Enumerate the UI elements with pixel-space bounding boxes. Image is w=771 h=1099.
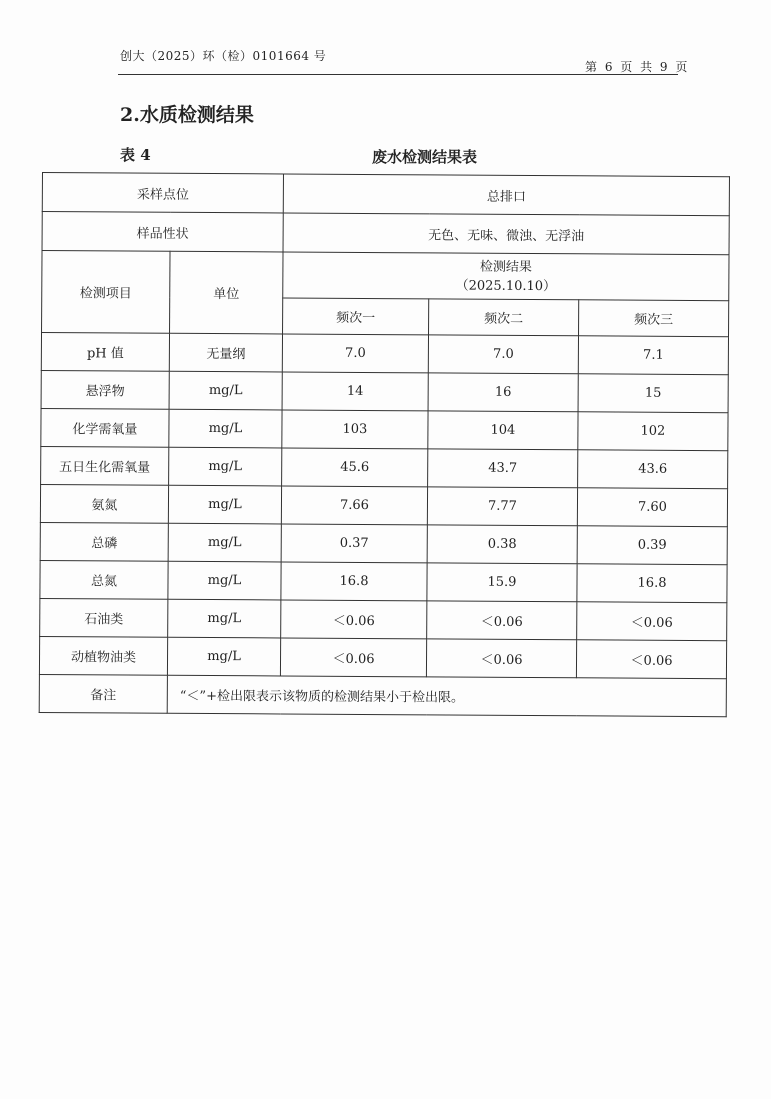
frequency-header: 频次三 <box>579 300 729 337</box>
value-cell: 7.1 <box>578 336 728 375</box>
unit-cell: 无量纲 <box>169 333 282 372</box>
value-cell: ＜0.06 <box>577 602 727 641</box>
value-cell: ＜0.06 <box>280 638 426 677</box>
sample-state-label: 样品性状 <box>42 212 283 252</box>
table-row <box>40 598 727 640</box>
item-cell: 氨氮 <box>40 484 168 523</box>
item-cell: 动植物油类 <box>39 636 167 675</box>
value-cell: 7.0 <box>282 334 428 373</box>
unit-cell: mg/L <box>169 409 282 448</box>
value-cell: 104 <box>428 411 578 450</box>
item-cell: 总氮 <box>40 560 168 599</box>
note-label: 备注 <box>39 674 167 713</box>
value-cell: 43.7 <box>428 449 578 488</box>
item-cell: 五日生化需氧量 <box>41 446 169 485</box>
value-cell: 7.66 <box>281 486 427 525</box>
note-text: “＜”+检出限表示该物质的检测结果小于检出限。 <box>167 675 726 716</box>
table-title: 废水检测结果表 <box>372 148 478 166</box>
value-cell: 16.8 <box>281 562 427 601</box>
value-cell: 43.6 <box>578 450 728 489</box>
item-cell: 悬浮物 <box>41 370 169 409</box>
value-cell: ＜0.06 <box>576 640 726 679</box>
value-cell: ＜0.06 <box>426 639 576 678</box>
sample-state-row <box>42 212 729 255</box>
value-cell: 16.8 <box>577 564 727 603</box>
unit-cell: mg/L <box>169 371 282 410</box>
value-cell: 103 <box>282 410 428 449</box>
frequency-header: 频次一 <box>283 298 429 335</box>
table-body <box>39 173 729 717</box>
value-cell: 102 <box>578 412 728 451</box>
table-row <box>40 560 727 602</box>
unit-cell: mg/L <box>168 561 281 600</box>
sampling-point-value: 总排口 <box>283 174 729 216</box>
value-cell: 7.0 <box>428 335 578 374</box>
item-cell: 石油类 <box>40 598 168 637</box>
table-number: 表 4 <box>120 146 151 164</box>
item-cell: 化学需氧量 <box>41 408 169 447</box>
value-cell: 0.39 <box>577 526 727 565</box>
item-header: 检测项目 <box>42 251 170 334</box>
value-cell: 15.9 <box>427 563 577 602</box>
item-cell: pH 值 <box>41 333 169 372</box>
unit-header: 单位 <box>170 251 284 334</box>
table-row <box>40 484 727 526</box>
unit-cell: mg/L <box>168 599 281 638</box>
value-cell: 45.6 <box>282 448 428 487</box>
value-cell: 0.38 <box>427 525 577 564</box>
table-row <box>40 522 727 564</box>
frequency-header: 频次二 <box>429 299 579 336</box>
table-row <box>41 370 728 412</box>
unit-cell: mg/L <box>168 485 281 524</box>
value-cell: 16 <box>428 373 578 412</box>
result-header-label: 检测结果 <box>479 259 533 275</box>
result-date: （2025.10.10） <box>455 278 557 294</box>
value-cell: 0.37 <box>281 524 427 563</box>
wastewater-results-table <box>39 172 730 717</box>
page-indicator: 第 6 页 共 9 页 <box>585 60 690 74</box>
section-title: 2.水质检测结果 <box>120 104 254 126</box>
item-cell: 总磷 <box>40 522 168 561</box>
table-row <box>41 446 728 488</box>
sample-state-value: 无色、无味、微浊、无浮油 <box>283 213 729 255</box>
value-cell: 7.77 <box>427 487 577 526</box>
value-cell: 14 <box>282 372 428 411</box>
table-row <box>41 408 728 450</box>
unit-cell: mg/L <box>167 637 280 676</box>
unit-cell: mg/L <box>169 447 282 486</box>
value-cell: ＜0.06 <box>427 601 577 640</box>
value-cell: ＜0.06 <box>281 600 427 639</box>
result-header-row <box>42 251 729 301</box>
value-cell: 7.60 <box>577 488 727 527</box>
header-divider <box>118 74 678 75</box>
note-row <box>39 674 726 716</box>
sampling-point-row <box>42 173 729 216</box>
sampling-point-label: 采样点位 <box>42 173 283 213</box>
unit-cell: mg/L <box>168 523 281 562</box>
table-row <box>39 636 726 678</box>
result-group-header <box>283 252 729 301</box>
table-row <box>41 333 728 375</box>
document-number: 创大（2025）环（检）0101664 号 <box>120 49 327 63</box>
value-cell: 15 <box>578 374 728 413</box>
